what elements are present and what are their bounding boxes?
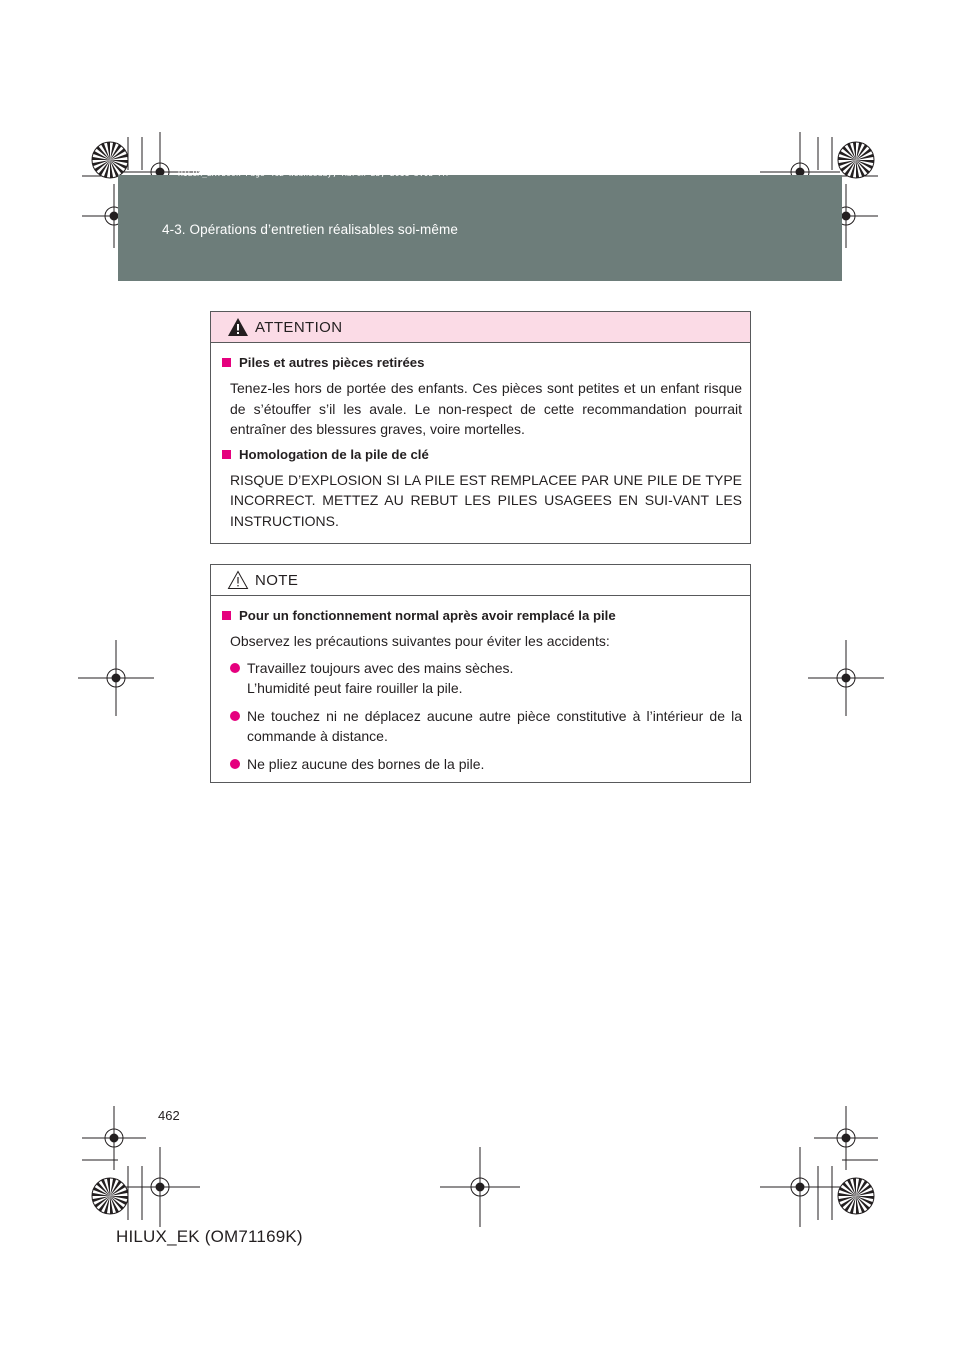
note-intro: Observez les précautions suivantes pour éviter les accidents: [230,633,610,649]
caution-outline-icon [227,570,249,590]
square-bullet-icon [222,611,231,620]
attention-body [211,343,750,531]
attention-label: ATTENTION [255,318,343,336]
note-label: NOTE [255,571,299,589]
list-item-text: Ne pliez aucune des bornes de la pile. [247,755,485,772]
round-bullet-icon [230,759,240,769]
attention-paragraph: Tenez-les hors de portée des enfants. Ces pièces sont petites et un enfant risque de s’étouffer s’il les avale. Le non-respect de cette recommandation pourrait entraîner des blessures graves, voire mortelles. [230,380,742,437]
attention-heading [222,446,742,464]
list-item-text: Travaillez toujours avec des mains sèches. [247,659,514,676]
section-title: 4-3. Opérations d’entretien réalisables soi-même [162,222,458,237]
list-item [230,658,742,699]
list-item-subtext: L’humidité peut faire rouiller la pile. [247,680,463,696]
note-body [211,596,750,774]
note-box [210,564,751,783]
warning-icon [227,317,249,337]
attention-heading [222,354,742,372]
list-item [230,706,742,747]
square-bullet-icon [222,358,231,367]
note-header [211,565,750,596]
attention-heading-text: Piles et autres pièces retirées [239,355,425,370]
round-bullet-icon [230,711,240,721]
square-bullet-icon [222,450,231,459]
attention-heading-text: Homologation de la pile de clé [239,446,429,462]
note-heading [222,607,742,625]
page-number: 462 [158,1108,180,1123]
attention-paragraph: RISQUE D’EXPLOSION SI LA PILE EST REMPLACEE PAR UNE PILE DE TYPE INCORRECT. METTEZ AU REBUT LES PILES USAGEES EN SUI-VANT LES INSTRUCTIONS. [230,471,742,529]
model-code: HILUX_EK (OM71169K) [116,1227,303,1246]
list-item [230,754,742,775]
attention-header [211,312,750,343]
list-item-text: Ne touchez ni ne déplacez aucune autre pièce constitutive à l’intérieur de la commande à distance. [247,707,742,744]
attention-box [210,311,751,544]
note-heading-text: Pour un fonctionnement normal après avoir remplacé la pile [239,608,616,623]
book-info: HILUX_EK.book Page 462 Wednesday, March 23, 2011 3:03 PM [178,169,448,178]
round-bullet-icon [230,663,240,673]
